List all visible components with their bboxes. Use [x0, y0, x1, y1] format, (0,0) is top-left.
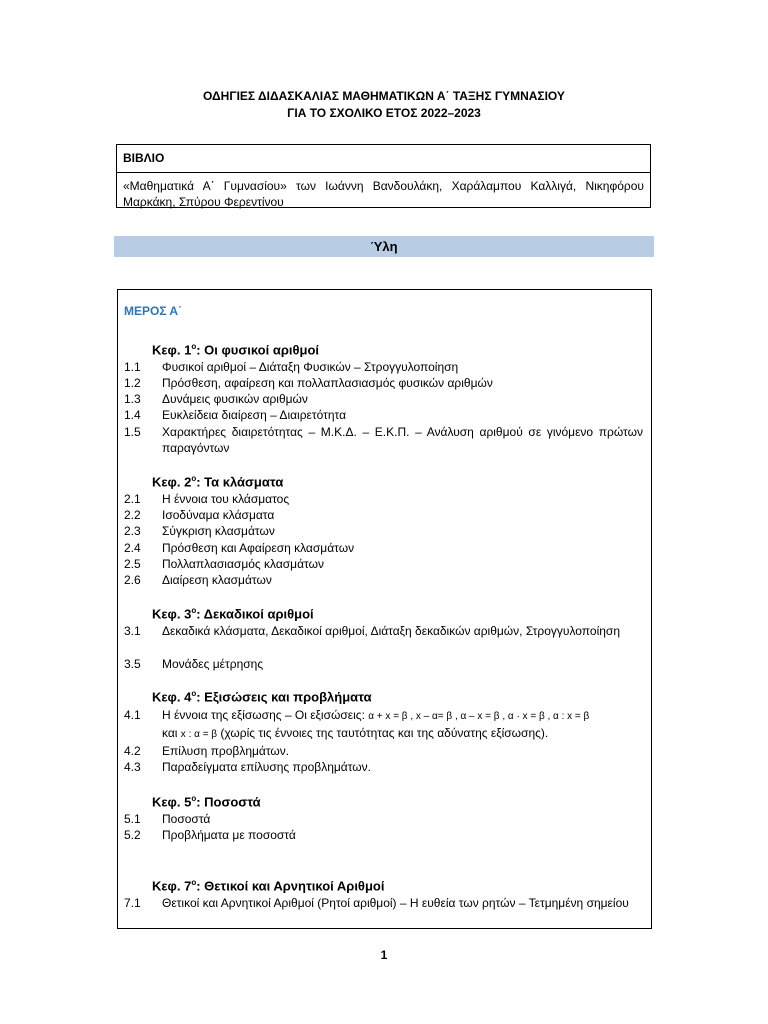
book-heading: ΒΙΒΛΙΟ [117, 145, 650, 173]
list-item: 5.1 Ποσοστά [124, 812, 211, 826]
book-table [116, 144, 651, 208]
chapter-heading: Κεφ. $1^o$: Οι φυσικοί αριθμοί [152, 342, 320, 358]
list-item: 5.2 Προβλήματα με ποσοστά [124, 828, 296, 842]
equation-list: α + x = β , x – α= β , α – x = β , α · x = β , α : x = β [368, 711, 590, 722]
list-item: 2.1 Η έννοια του κλάσματος [124, 492, 290, 506]
part-label: ΜΕΡΟΣ Α΄ [124, 304, 183, 318]
chapter-heading: Κεφ. $4^o$: Εξισώσεις και προβλήματα [152, 689, 372, 705]
list-item: 2.4 Πρόσθεση και Αφαίρεση κλασμάτων [124, 541, 355, 555]
list-item: 2.2 Ισοδύναμα κλάσματα [124, 508, 275, 522]
chapter-heading: Κεφ. $5^o$: Ποσοστά [152, 794, 261, 810]
matter-heading: Ύλη [114, 236, 654, 257]
list-item: 2.6 Διαίρεση κλασμάτων [124, 573, 272, 587]
list-item: 4.3 Παραδείγματα επίλυσης προβλημάτων. [124, 760, 372, 774]
page-number: 1 [380, 948, 388, 962]
document-title-line2: ΓΙΑ ΤΟ ΣΧΟΛΙΚΟ ΕΤΟΣ 2022–2023 [287, 106, 481, 120]
list-item: 1.5 Χαρακτήρες διαιρετότητας – Μ.Κ.Δ. – Ε.Κ.Π. – Ανάλυση αριθμού σε γινόμενο πρώτων παραγόντων [124, 425, 643, 455]
list-item: 3.5 Μονάδες μέτρησης [124, 657, 264, 671]
list-item: 1.4 Ευκλείδεια διαίρεση – Διαιρετότητα [124, 408, 347, 422]
list-item: 1.1 Φυσικοί αριθμοί – Διάταξη Φυσικών – Στρογγυλοποίηση [124, 360, 459, 374]
list-item: 4.2 Επίλυση προβλημάτων. [124, 744, 290, 758]
syllabus-box [117, 289, 652, 929]
chapter-heading: Κεφ. $3^o$: Δεκαδικοί αριθμοί [152, 606, 314, 622]
list-item: 1.3 Δυνάμεις φυσικών αριθμών [124, 392, 308, 406]
document-title-line1: ΟΔΗΓΙΕΣ ΔΙΔΑΣΚΑΛΙΑΣ ΜΑΘΗΜΑΤΙΚΩΝ Α΄ ΤΑΞΗΣ ΓΥΜΝΑΣΙΟΥ [203, 89, 565, 103]
list-item: 4.1 Η έννοια της εξίσωσης – Οι εξισώσεις: α + x = β , x – α= β , α – x = β , α · x = β , α : x = β και x : α = β (χωρίς τις έννοιες της ταυτότητας και της αδύνατης εξίσωσης). [124, 708, 590, 740]
chapter-heading: Κεφ. $7^o$: Θετικοί και Αρνητικοί Αριθμοί [152, 878, 385, 894]
list-item: 1.2 Πρόσθεση, αφαίρεση και πολλαπλασιασμός φυσικών αριθμών [124, 376, 493, 390]
list-item: 3.1 Δεκαδικά κλάσματα, Δεκαδικοί αριθμοί, Διάταξη δεκαδικών αριθμών, Στρογγυλοποίηση [124, 624, 621, 638]
list-item: 2.3 Σύγκριση κλασμάτων [124, 524, 275, 538]
list-item: 7.1 Θετικοί και Αρνητικοί Αριθμοί (Ρητοί αριθμοί) – Η ευθεία των ρητών – Τετμημένη σημείου [124, 896, 629, 910]
list-item: 2.5 Πολλαπλασιασμός κλασμάτων [124, 557, 324, 571]
book-description: «Μαθηματικά Α΄ Γυμνασίου» των Ιωάννη Βανδουλάκη, Χαράλαμπου Καλλιγά, Νικηφόρου Μαρκάκη, Σπύρου Φερεντίνου [123, 179, 644, 209]
equation: x : α = β [180, 729, 218, 740]
chapter-heading: Κεφ. $2^o$: Τα κλάσματα [152, 474, 284, 490]
